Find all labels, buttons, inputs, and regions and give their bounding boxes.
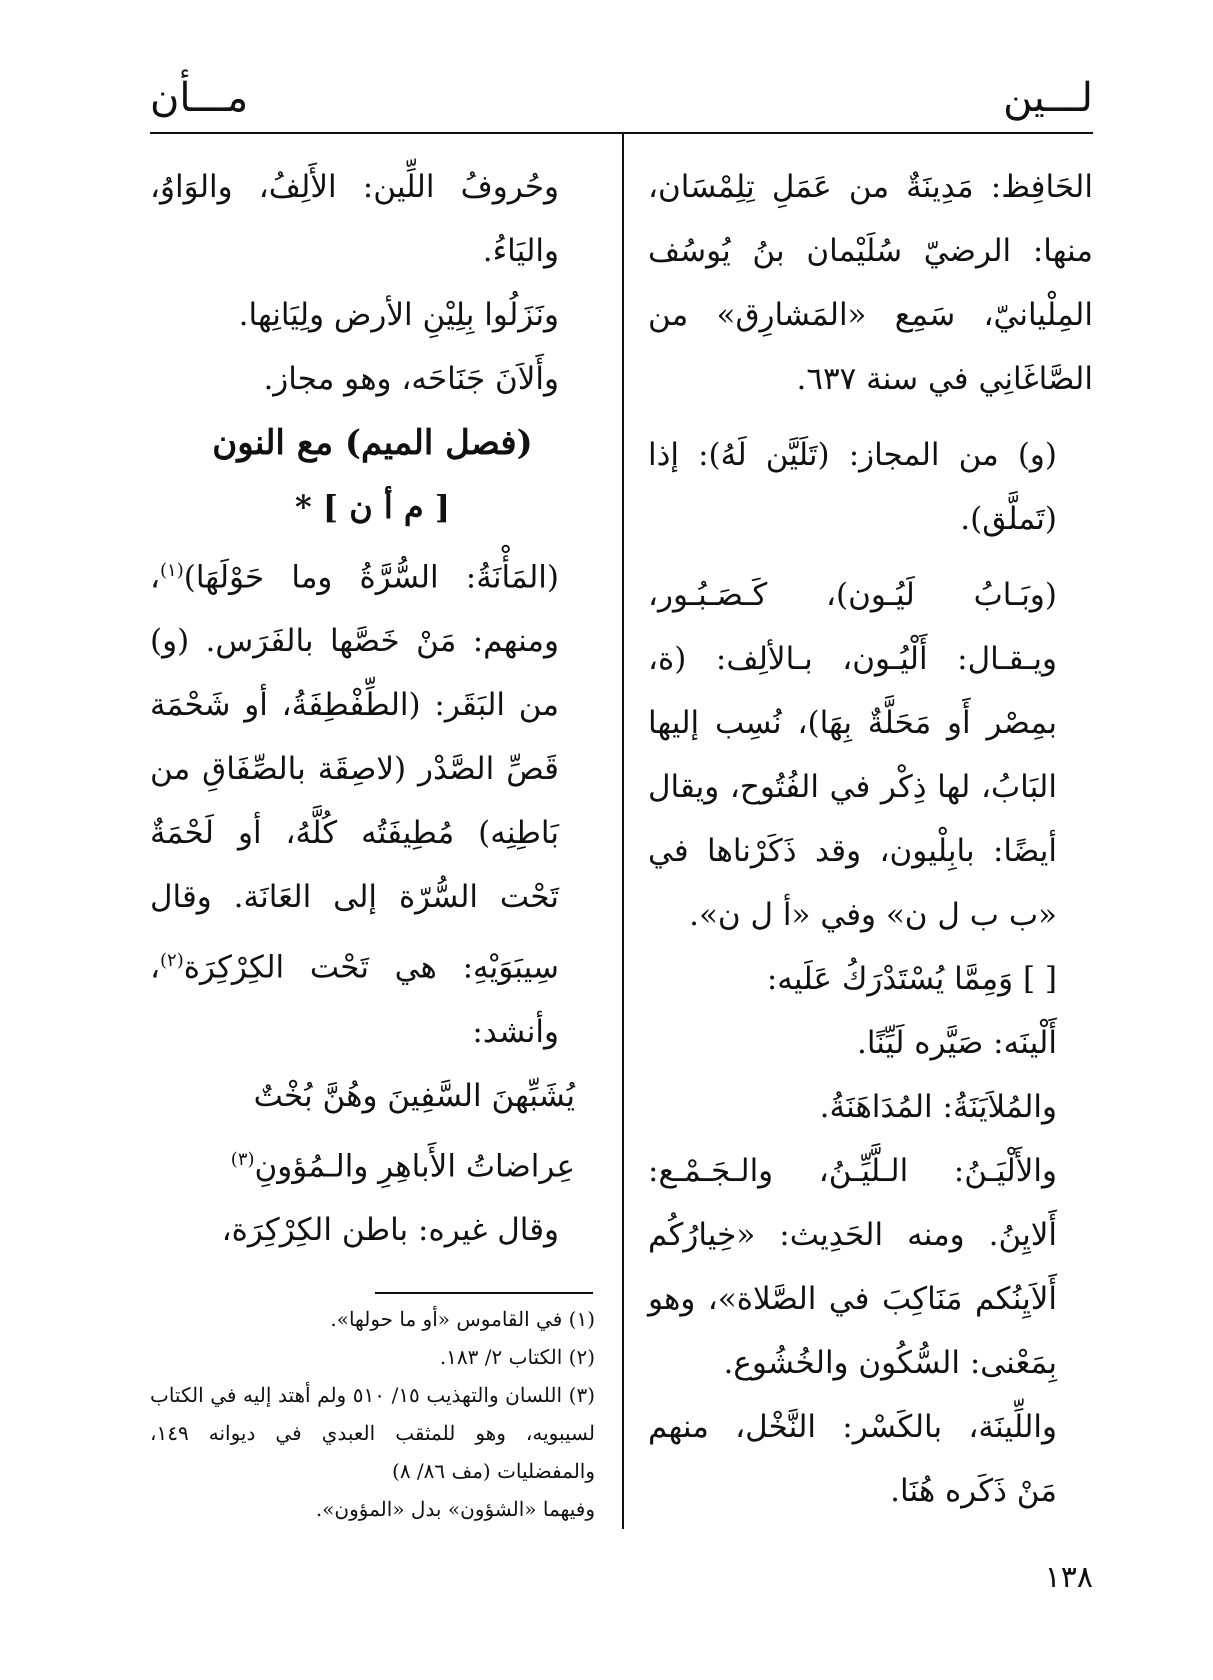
entry-text: ، وأنشد:: [150, 949, 559, 1050]
footnotes: [150, 1300, 595, 1528]
left-column: [150, 155, 595, 1262]
footnote: (١) في القاموس «أو ما حولها».: [330, 1307, 595, 1331]
column-divider: [622, 134, 624, 1529]
footnote-marker: (١): [160, 560, 184, 581]
paragraph: والمُلاَيَنَةُ: المُدَاهَنَةُ.: [819, 1089, 1057, 1125]
section-heading: (فصل الميم) مع النون: [212, 423, 533, 463]
right-column: [648, 155, 1093, 1523]
paragraph: والأَلْيَـنُ: الـلَّيِّـنُ، والـجَـمْـع: أَلايِنُ. ومنه الحَدِيث: «خِيارُكُم أَلاَيِنُكم مَنَاكِبَ في الصَّلاة»، وهو بِمَعْنى: السُّكُون والخُشُوع.: [648, 1153, 1057, 1381]
running-header-right: لـــين: [1003, 75, 1093, 121]
page-number: ١٣٨: [1044, 1560, 1093, 1595]
paragraph: وقال غيره: باطن الكِرْكِرَة،: [221, 1211, 559, 1248]
verse-line: [150, 1128, 595, 1198]
entry-text: ، ومنهم: مَنْ خَصَّها بالفَرَس. (و) من البَقَر: (الطِّفْطِفَةُ، أو شَحْمَة قَصِّ الصَّدْر (لاصِقَة بالصِّفَاقِ من بَاطِنِه) مُطِيفَتُه كُلَّهُ، أو لَحْمَةٌ تَحْت السُّرّة إلى العَانَة. وقال سِيبَوَيْهِ: هي تَحْت الكِرْكِرَة: [150, 559, 559, 986]
footnote-marker: (٣): [230, 1148, 255, 1170]
verse-text: عِراضاتُ الأَباهِرِ والـمُؤونِ: [254, 1147, 575, 1184]
paragraph: وحُروفُ اللِّين: الأَلِفُ، والوَاوُ، واليَاءُ.: [150, 169, 559, 269]
paragraph: [150, 539, 595, 1064]
footnote-marker: (٢): [160, 950, 184, 972]
paragraph: [ ] وَمِمَّا يُسْتَدْرَكُ عَلَيه:: [766, 961, 1057, 997]
footnote-rule: [375, 1292, 593, 1294]
entry-text: (المَأْنَةُ: السُّرَّةُ وما حَوْلَهَا): [183, 559, 559, 596]
paragraph: الحَافِظ: مَدِينَةٌ من عَمَلِ تِلِمْسَان، منها: الرضيّ سُلَيْمان بنُ يُوسُف المِلْيانيّ، سَمِع «المَشارِق» من الصَّاغَانِي في سنة ٦٣٧.: [648, 169, 1093, 397]
paragraph: واللِّينَة، بالكَسْر: النَّخْل، منهم مَنْ ذَكَره هُنَا.: [648, 1409, 1057, 1509]
running-header-left: مـــأن: [150, 75, 249, 121]
footnote: وفيهما «الشؤون» بدل «المؤون».: [315, 1497, 595, 1521]
paragraph: (وبَـابُ لَيُـون)، كَـصَـبُـور، ويـقـال: أَلْيُـون، بـالألِف: (ة، بمِصْر أَو مَحَلَّةٌ بِهَا)، نُسِب إليها البَابُ، لها ذِكْر في الفُتُوح، ويقال أيضًا: بابِلْيون، وقد ذَكَرْناها في «ب ب ل ن» وفي «أ ل ن».: [648, 577, 1057, 933]
root-heading: [ م أ ن ] *: [295, 488, 450, 526]
footnote: (٢) الكتاب ٢/ ١٨٣.: [439, 1345, 595, 1369]
footnote: (٣) اللسان والتهذيب ١٥/ ٥١٠ ولم أهتد إليه في الكتاب لسيبويه، وهو للمثقب العبدي في ديوانه ١٤٩، والمفضليات (مف ٨٦/ ٨): [150, 1383, 595, 1483]
paragraph: أَلْينَه: صَيَّره لَيِّنًا.: [856, 1025, 1057, 1061]
paragraph: وأَلاَنَ جَنَاحَه، وهو مجاز.: [263, 361, 559, 397]
verse-line: يُشَبِّهنَ السَّفِينَ وهُنَّ بُخْتٌ: [253, 1077, 575, 1114]
paragraph: ونَزَلُوا بِلِيْنِ الأرض ولِيَانِها.: [238, 297, 559, 333]
paragraph: (و) من المجاز: (تَلَيَّن لَهُ): إذا (تَملَّق).: [648, 437, 1057, 537]
